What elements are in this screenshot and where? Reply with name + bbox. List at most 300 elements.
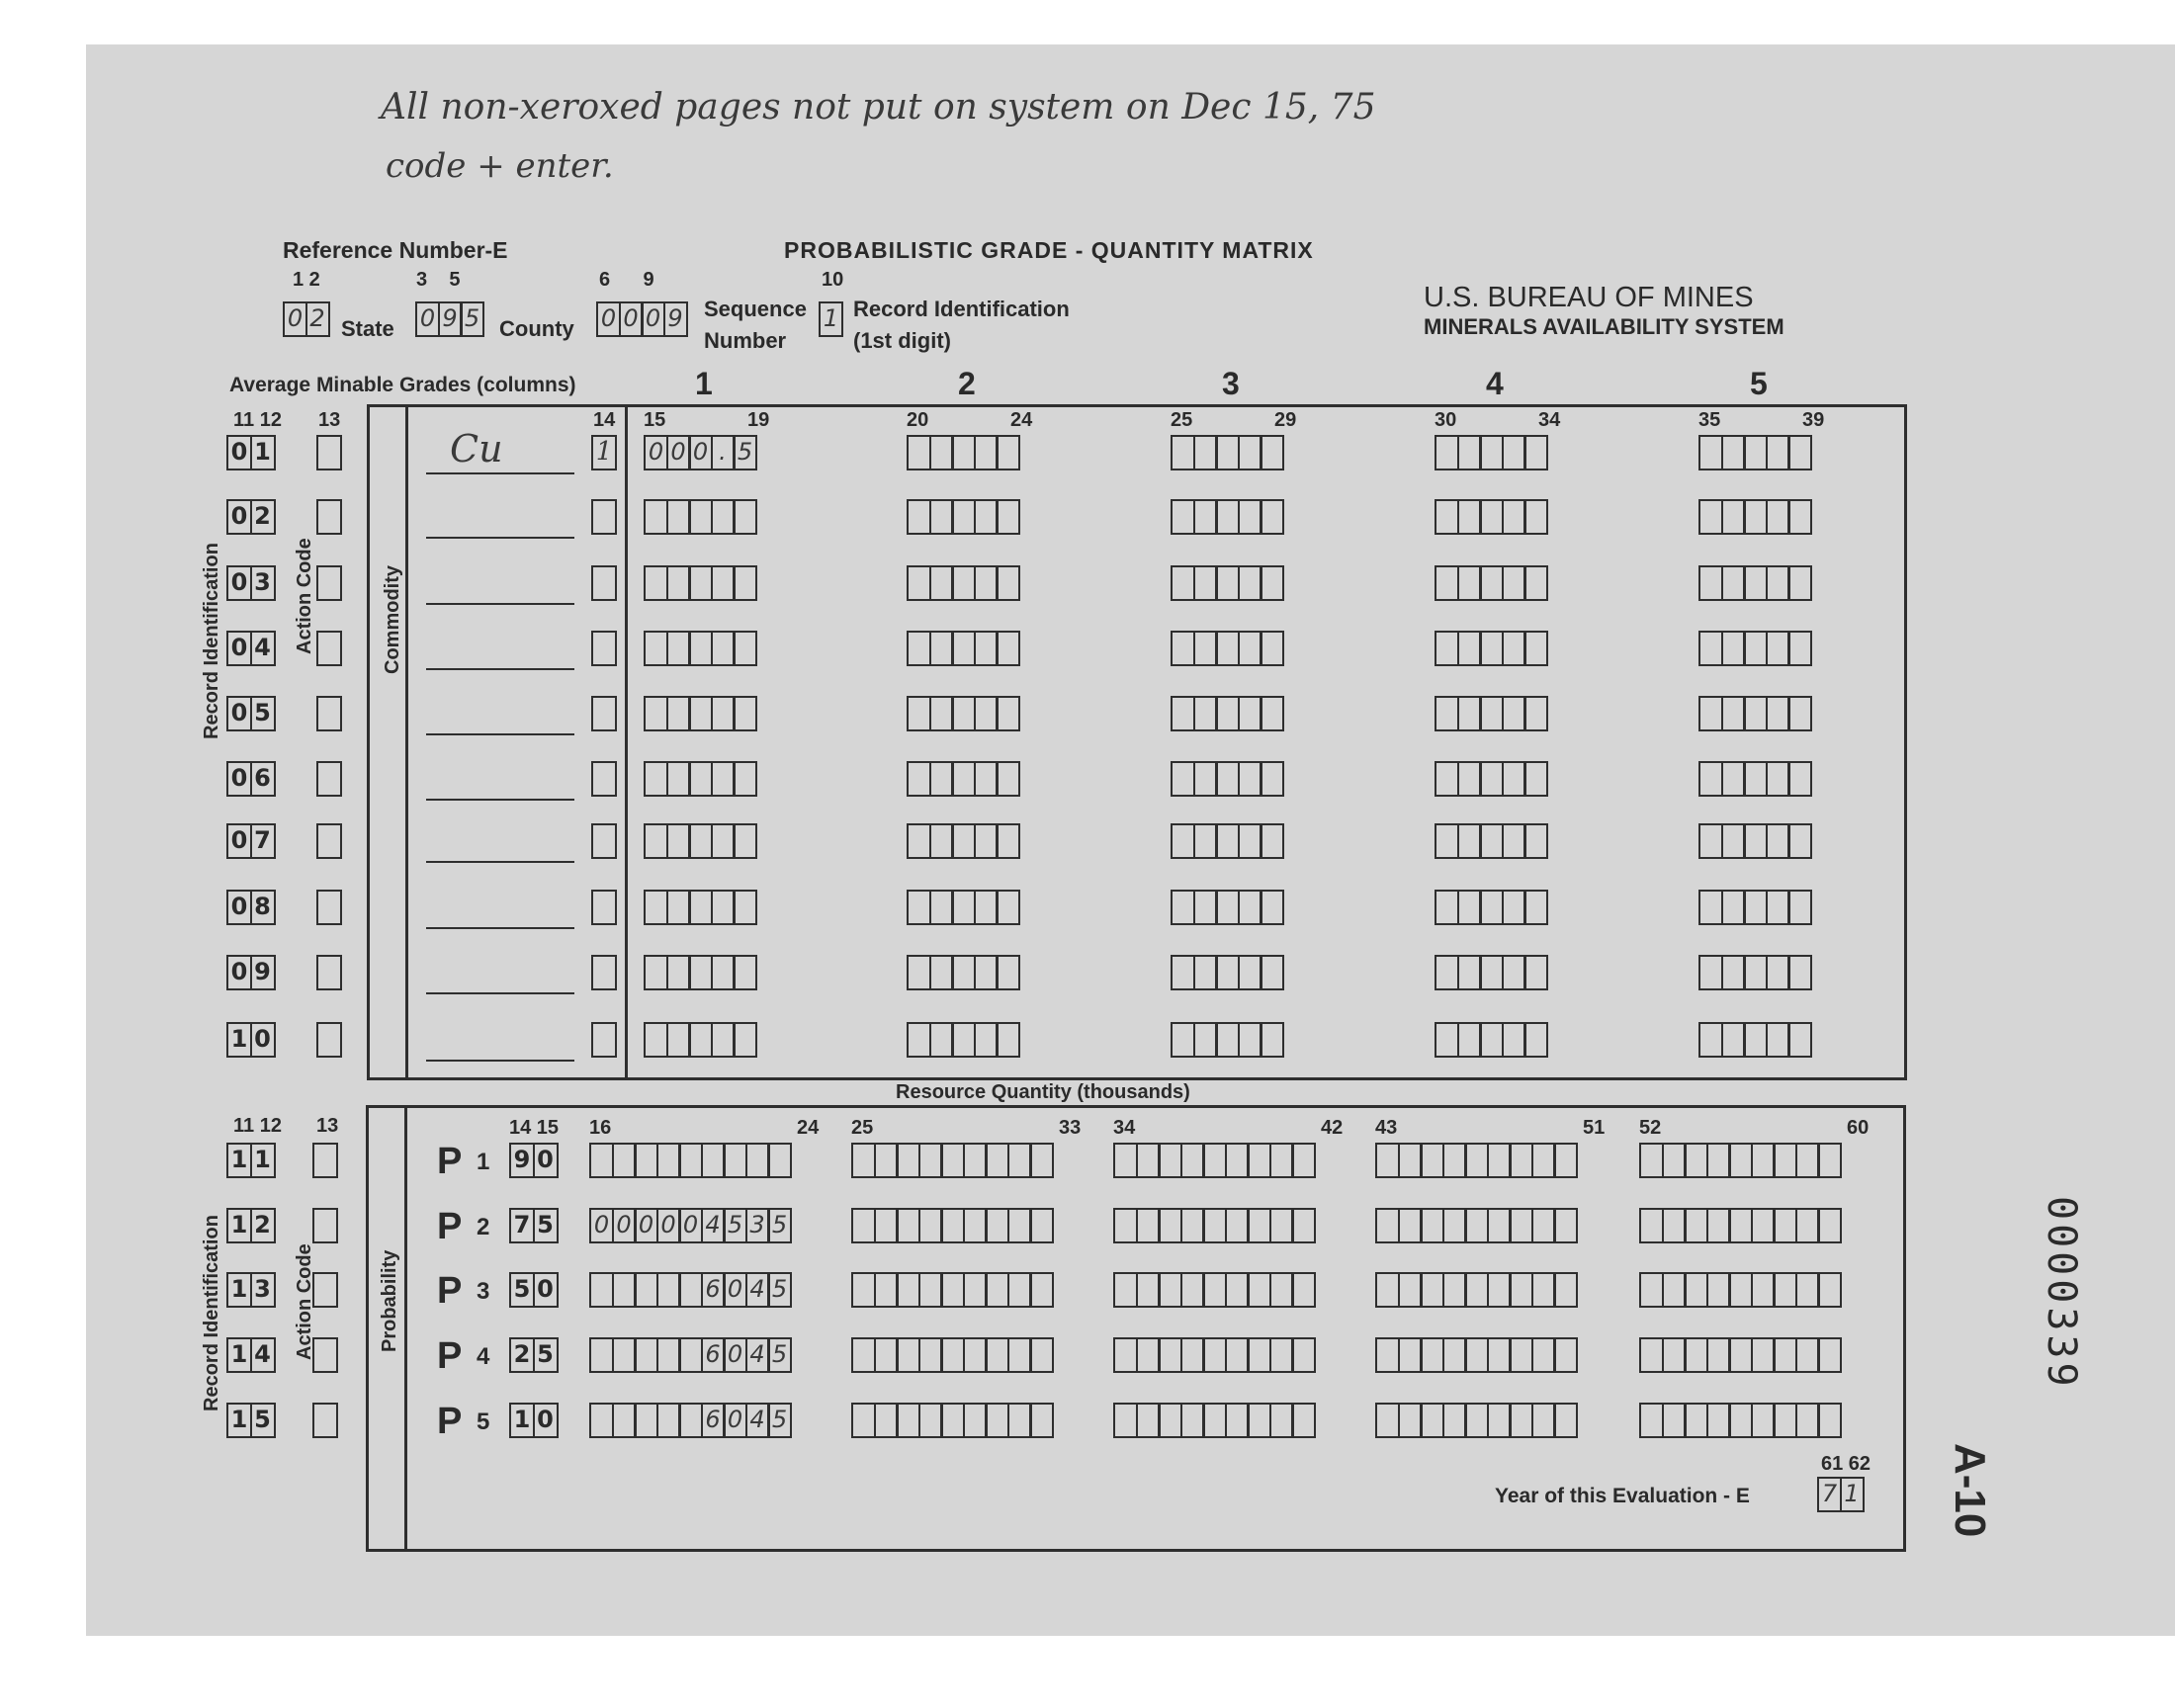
grade-cells-group-3[interactable] (1171, 435, 1284, 470)
grade-cells-group-3[interactable] (1171, 823, 1284, 859)
grade-cell[interactable] (1721, 823, 1746, 859)
action-code-box[interactable] (316, 696, 342, 731)
grade-cell[interactable] (907, 631, 931, 666)
quantity-cell[interactable]: 5 (767, 1403, 792, 1438)
quantity-cell[interactable] (1509, 1272, 1533, 1308)
grade-cell[interactable] (1215, 565, 1240, 601)
quantity-cell[interactable]: 4 (745, 1403, 770, 1438)
quantity-cell[interactable] (896, 1208, 920, 1243)
grade-cell[interactable] (1193, 823, 1218, 859)
quantity-cell[interactable] (1420, 1337, 1444, 1373)
grade-cell[interactable] (1698, 565, 1723, 601)
quantity-cell[interactable] (896, 1143, 920, 1178)
grade-cell[interactable] (1238, 890, 1262, 925)
quantity-cell[interactable] (1291, 1208, 1316, 1243)
quantity-cell[interactable] (1795, 1143, 1820, 1178)
quantity-cell[interactable] (940, 1337, 965, 1373)
grade-cells-group-2[interactable] (907, 565, 1020, 601)
quantity-cell[interactable] (1180, 1208, 1205, 1243)
grade-cell[interactable] (711, 890, 736, 925)
quantity-cell[interactable] (701, 1143, 726, 1178)
quantity-cells-group-2[interactable] (851, 1272, 1054, 1308)
grade-cell[interactable] (1457, 890, 1482, 925)
quantity-cell[interactable] (918, 1337, 943, 1373)
quantity-cell[interactable] (1291, 1272, 1316, 1308)
grade-cells-group-3[interactable] (1171, 761, 1284, 797)
grade-cell[interactable] (644, 823, 668, 859)
quantity-cell[interactable] (1029, 1272, 1054, 1308)
grade-cell[interactable] (929, 499, 954, 535)
quantity-cell[interactable] (1375, 1143, 1400, 1178)
quantity-cell[interactable] (1531, 1143, 1556, 1178)
grade-cell[interactable] (1435, 499, 1459, 535)
quantity-cell[interactable] (1442, 1143, 1467, 1178)
grade-cell[interactable] (1435, 565, 1459, 601)
grade-cell[interactable] (666, 890, 691, 925)
quantity-cell[interactable] (745, 1143, 770, 1178)
grade-cell[interactable] (1698, 631, 1723, 666)
quantity-cell[interactable] (985, 1272, 1009, 1308)
grade-cell[interactable] (733, 823, 757, 859)
quantity-cell[interactable] (656, 1143, 681, 1178)
grade-cell[interactable] (688, 761, 713, 797)
grade-cell[interactable] (929, 696, 954, 731)
grade-cells-group-1[interactable] (644, 435, 757, 470)
quantity-cell[interactable] (874, 1272, 899, 1308)
quantity-cell[interactable] (1225, 1208, 1250, 1243)
quantity-cells-group-1[interactable] (589, 1208, 792, 1243)
quantity-cell[interactable] (1225, 1337, 1250, 1373)
grade-cells-group-2[interactable] (907, 696, 1020, 731)
quantity-cell[interactable] (1136, 1208, 1161, 1243)
sequence-digit[interactable]: 9 (663, 301, 688, 337)
quantity-cell[interactable] (963, 1143, 988, 1178)
quantity-cell[interactable] (1706, 1208, 1731, 1243)
quantity-cell[interactable] (1136, 1403, 1161, 1438)
grade-cell[interactable] (644, 565, 668, 601)
quantity-cell[interactable] (1180, 1272, 1205, 1308)
grade-cell[interactable] (1698, 890, 1723, 925)
quantity-cell[interactable] (1420, 1208, 1444, 1243)
quantity-cell[interactable] (1662, 1143, 1687, 1178)
quantity-cell[interactable] (1509, 1403, 1533, 1438)
quantity-cell[interactable] (918, 1272, 943, 1308)
quantity-cell[interactable] (1817, 1403, 1842, 1438)
grade-cell[interactable] (1523, 761, 1548, 797)
grade-cells-group-2[interactable] (907, 499, 1020, 535)
grade-cells-group-2[interactable] (907, 631, 1020, 666)
quantity-cell[interactable] (723, 1143, 747, 1178)
quantity-cell[interactable] (1487, 1337, 1512, 1373)
grade-cells-group-4[interactable] (1435, 823, 1548, 859)
quantity-cell[interactable] (1728, 1272, 1753, 1308)
grade-cell[interactable] (688, 565, 713, 601)
quantity-cell[interactable] (1817, 1272, 1842, 1308)
grade-cell[interactable] (929, 1022, 954, 1058)
grade-cell[interactable] (996, 761, 1020, 797)
quantity-cell[interactable] (851, 1208, 876, 1243)
quantity-cell[interactable] (1202, 1208, 1227, 1243)
grade-cell[interactable] (974, 761, 999, 797)
grade-cell[interactable] (1260, 435, 1284, 470)
quantity-cell[interactable] (612, 1143, 637, 1178)
grade-cells-group-4[interactable] (1435, 696, 1548, 731)
quantity-cell[interactable] (963, 1208, 988, 1243)
grade-cell[interactable] (1743, 435, 1768, 470)
grade-cells-group-1[interactable] (644, 955, 757, 990)
quantity-cell[interactable] (874, 1337, 899, 1373)
grade-cells-group-3[interactable] (1171, 499, 1284, 535)
grade-cells-group-5[interactable] (1698, 823, 1812, 859)
grade-cell[interactable] (1721, 955, 1746, 990)
grade-cell[interactable] (711, 499, 736, 535)
quantity-cell[interactable] (1398, 1272, 1423, 1308)
grade-cells-group-1[interactable] (644, 890, 757, 925)
grade-cell[interactable] (1238, 955, 1262, 990)
quantity-cell[interactable] (1706, 1403, 1731, 1438)
grade-cell[interactable] (951, 631, 976, 666)
quantity-cell[interactable] (1247, 1337, 1271, 1373)
grade-cell[interactable] (1502, 499, 1526, 535)
quantity-cell[interactable] (1553, 1143, 1578, 1178)
year-of-evaluation-cells[interactable] (1817, 1477, 1865, 1512)
year-digit[interactable]: 7 (1817, 1477, 1842, 1512)
quantity-cell[interactable] (1420, 1143, 1444, 1178)
commodity-line[interactable] (426, 799, 574, 801)
sequence-digit[interactable]: 0 (619, 301, 644, 337)
quantity-cells-group-3[interactable] (1113, 1337, 1316, 1373)
quantity-cell[interactable] (1158, 1143, 1182, 1178)
grade-cell[interactable] (1787, 1022, 1812, 1058)
grade-cell[interactable] (1523, 823, 1548, 859)
quantity-cell[interactable] (1531, 1403, 1556, 1438)
quantity-cell[interactable] (1180, 1337, 1205, 1373)
grade-cell[interactable] (644, 631, 668, 666)
grade-cells-group-3[interactable] (1171, 631, 1284, 666)
grade-cell[interactable] (666, 499, 691, 535)
quantity-cell[interactable] (1553, 1337, 1578, 1373)
grade-cell[interactable] (929, 761, 954, 797)
quantity-cell[interactable] (1751, 1403, 1776, 1438)
quantity-cell[interactable] (612, 1337, 637, 1373)
action-code-box[interactable] (316, 565, 342, 601)
quantity-cells-group-4[interactable] (1375, 1143, 1578, 1178)
quantity-cells-group-3[interactable] (1113, 1143, 1316, 1178)
grade-cell[interactable] (733, 1022, 757, 1058)
grade-cell[interactable] (1238, 1022, 1262, 1058)
action-code-box[interactable] (312, 1143, 338, 1178)
quantity-cell[interactable] (1464, 1337, 1489, 1373)
grade-cell[interactable] (1260, 1022, 1284, 1058)
grade-cell[interactable] (733, 955, 757, 990)
quantity-cells-group-5[interactable] (1639, 1208, 1842, 1243)
quantity-cell[interactable] (1136, 1272, 1161, 1308)
quantity-cell[interactable] (678, 1403, 703, 1438)
quantity-cell[interactable] (1662, 1337, 1687, 1373)
grade-cells-group-3[interactable] (1171, 565, 1284, 601)
quantity-cell[interactable] (918, 1208, 943, 1243)
quantity-cell[interactable]: 5 (767, 1272, 792, 1308)
commodity-line[interactable] (426, 1060, 574, 1062)
grade-cell[interactable] (1502, 435, 1526, 470)
quantity-cell[interactable] (985, 1143, 1009, 1178)
quantity-cell[interactable] (1225, 1403, 1250, 1438)
quantity-cell[interactable] (1751, 1272, 1776, 1308)
quantity-cell[interactable] (874, 1143, 899, 1178)
quantity-cell[interactable] (1269, 1208, 1294, 1243)
grade-cell[interactable] (1502, 1022, 1526, 1058)
grade-cell[interactable] (1238, 631, 1262, 666)
quantity-cell[interactable]: 0 (612, 1208, 637, 1243)
quantity-cell[interactable] (896, 1337, 920, 1373)
quantity-cell[interactable] (1795, 1272, 1820, 1308)
quantity-cell[interactable] (1113, 1337, 1138, 1373)
grade-cell[interactable] (688, 631, 713, 666)
quantity-cell[interactable]: 0 (656, 1208, 681, 1243)
grade-cell[interactable] (1787, 565, 1812, 601)
grade-cell[interactable] (666, 761, 691, 797)
grade-cells-group-1[interactable] (644, 1022, 757, 1058)
grade-cell[interactable] (1260, 631, 1284, 666)
commodity-line[interactable] (426, 992, 574, 994)
quantity-cell[interactable] (589, 1272, 614, 1308)
quantity-cell[interactable] (1202, 1272, 1227, 1308)
grade-cell[interactable] (1260, 696, 1284, 731)
grade-cell[interactable] (1502, 761, 1526, 797)
quantity-cell[interactable] (1202, 1143, 1227, 1178)
grade-cell[interactable] (996, 823, 1020, 859)
quantity-cell[interactable] (1662, 1272, 1687, 1308)
grade-cell[interactable] (1171, 499, 1195, 535)
grade-cell[interactable] (1479, 955, 1504, 990)
grade-cell[interactable] (733, 565, 757, 601)
quantity-cell[interactable]: 0 (723, 1337, 747, 1373)
commodity-line[interactable] (426, 537, 574, 539)
grade-cell[interactable] (974, 1022, 999, 1058)
grade-cell[interactable] (1721, 435, 1746, 470)
quantity-cell[interactable] (1728, 1208, 1753, 1243)
quantity-cell[interactable]: 0 (723, 1272, 747, 1308)
quantity-cells-group-2[interactable] (851, 1208, 1054, 1243)
grade-cell[interactable] (1502, 631, 1526, 666)
grade-cell[interactable] (1457, 631, 1482, 666)
grade-cells-group-4[interactable] (1435, 499, 1548, 535)
quantity-cell[interactable]: 0 (723, 1403, 747, 1438)
quantity-cell[interactable] (1639, 1208, 1664, 1243)
col-14-box[interactable] (591, 631, 617, 666)
quantity-cell[interactable] (1684, 1272, 1708, 1308)
grade-cell[interactable] (733, 696, 757, 731)
grade-cell[interactable] (1523, 499, 1548, 535)
quantity-cell[interactable] (1553, 1403, 1578, 1438)
quantity-cell[interactable] (1553, 1272, 1578, 1308)
grade-cell[interactable] (1479, 696, 1504, 731)
quantity-cells-group-1[interactable] (589, 1143, 792, 1178)
grade-cell[interactable] (644, 1022, 668, 1058)
quantity-cell[interactable] (1706, 1272, 1731, 1308)
grade-cell[interactable] (1479, 631, 1504, 666)
grade-cell[interactable] (1479, 499, 1504, 535)
quantity-cell[interactable] (1269, 1403, 1294, 1438)
grade-cell[interactable] (1698, 823, 1723, 859)
grade-cell[interactable] (688, 499, 713, 535)
grade-cells-group-4[interactable] (1435, 955, 1548, 990)
quantity-cell[interactable] (874, 1208, 899, 1243)
grade-cell[interactable] (907, 696, 931, 731)
quantity-cell[interactable] (940, 1272, 965, 1308)
quantity-cell[interactable] (1398, 1403, 1423, 1438)
quantity-cell[interactable] (1487, 1143, 1512, 1178)
grade-cell[interactable] (1238, 761, 1262, 797)
grade-cell[interactable] (1502, 696, 1526, 731)
quantity-cell[interactable] (874, 1403, 899, 1438)
grade-cell[interactable] (1238, 435, 1262, 470)
grade-cell[interactable] (733, 499, 757, 535)
quantity-cell[interactable] (851, 1143, 876, 1178)
sequence-number-cells[interactable] (596, 301, 688, 337)
grade-cell[interactable] (1435, 631, 1459, 666)
grade-cell[interactable] (1479, 761, 1504, 797)
grade-cell[interactable] (1457, 696, 1482, 731)
quantity-cell[interactable] (589, 1337, 614, 1373)
grade-cell[interactable] (688, 890, 713, 925)
quantity-cell[interactable] (1639, 1143, 1664, 1178)
grade-cell[interactable] (1766, 696, 1790, 731)
quantity-cell[interactable] (963, 1272, 988, 1308)
grade-cells-group-2[interactable] (907, 435, 1020, 470)
quantity-cell[interactable] (1531, 1272, 1556, 1308)
quantity-cell[interactable] (1639, 1272, 1664, 1308)
grade-cell[interactable] (929, 631, 954, 666)
quantity-cell[interactable] (1795, 1337, 1820, 1373)
grade-cell[interactable] (711, 1022, 736, 1058)
quantity-cell[interactable] (1751, 1337, 1776, 1373)
quantity-cell[interactable] (1751, 1143, 1776, 1178)
grade-cell[interactable] (644, 890, 668, 925)
grade-cell[interactable] (1260, 499, 1284, 535)
grade-cell[interactable] (1698, 499, 1723, 535)
grade-cell[interactable] (1260, 761, 1284, 797)
grade-cell[interactable] (1787, 890, 1812, 925)
quantity-cell[interactable] (896, 1272, 920, 1308)
sequence-digit[interactable]: 0 (596, 301, 621, 337)
grade-cells-group-1[interactable] (644, 631, 757, 666)
grade-cell[interactable] (1435, 696, 1459, 731)
grade-cell[interactable] (1215, 890, 1240, 925)
quantity-cell[interactable] (1662, 1208, 1687, 1243)
year-digit[interactable]: 1 (1840, 1477, 1865, 1512)
grade-cell[interactable] (1523, 696, 1548, 731)
quantity-cell[interactable] (1487, 1403, 1512, 1438)
grade-cell[interactable] (1457, 499, 1482, 535)
grade-cell[interactable] (1457, 955, 1482, 990)
grade-cell[interactable] (1238, 565, 1262, 601)
grade-cell[interactable] (907, 761, 931, 797)
grade-cell[interactable] (711, 823, 736, 859)
grade-cell[interactable] (996, 499, 1020, 535)
grade-cell[interactable] (974, 890, 999, 925)
quantity-cell[interactable] (1509, 1337, 1533, 1373)
quantity-cell[interactable]: 5 (767, 1208, 792, 1243)
quantity-cell[interactable] (1773, 1337, 1797, 1373)
quantity-cell[interactable] (1007, 1337, 1032, 1373)
grade-cell[interactable] (1502, 955, 1526, 990)
col-14-box[interactable] (591, 696, 617, 731)
quantity-cell[interactable] (1113, 1143, 1138, 1178)
grade-cell[interactable] (1502, 823, 1526, 859)
col-14-box[interactable] (591, 761, 617, 797)
quantity-cell[interactable] (1158, 1337, 1182, 1373)
grade-cells-group-1[interactable] (644, 565, 757, 601)
grade-cell[interactable] (1743, 499, 1768, 535)
grade-cell[interactable] (1721, 499, 1746, 535)
commodity-line[interactable] (426, 733, 574, 735)
quantity-cell[interactable] (940, 1403, 965, 1438)
grade-cell[interactable] (1766, 1022, 1790, 1058)
grade-cell[interactable] (907, 1022, 931, 1058)
quantity-cells-group-1[interactable] (589, 1272, 792, 1308)
quantity-cell[interactable] (656, 1337, 681, 1373)
grade-cell[interactable] (644, 696, 668, 731)
quantity-cell[interactable] (1029, 1208, 1054, 1243)
grade-cell[interactable] (1698, 1022, 1723, 1058)
grade-cell[interactable]: 5 (733, 435, 757, 470)
quantity-cell[interactable] (963, 1337, 988, 1373)
grade-cell[interactable] (1743, 696, 1768, 731)
quantity-cell[interactable] (656, 1403, 681, 1438)
quantity-cell[interactable] (1728, 1337, 1753, 1373)
grade-cell[interactable] (1523, 890, 1548, 925)
grade-cell[interactable] (1787, 499, 1812, 535)
grade-cell[interactable] (1479, 1022, 1504, 1058)
state-code-cells[interactable] (283, 301, 330, 337)
quantity-cell[interactable] (940, 1208, 965, 1243)
grade-cells-group-3[interactable] (1171, 890, 1284, 925)
commodity-line[interactable] (426, 927, 574, 929)
grade-cell[interactable]: 0 (688, 435, 713, 470)
grade-cell[interactable] (1171, 565, 1195, 601)
quantity-cell[interactable] (1269, 1272, 1294, 1308)
grade-cell[interactable] (1523, 1022, 1548, 1058)
quantity-cells-group-4[interactable] (1375, 1403, 1578, 1438)
grade-cell[interactable] (733, 761, 757, 797)
quantity-cell[interactable] (1136, 1337, 1161, 1373)
grade-cell[interactable] (1743, 761, 1768, 797)
col-14-box[interactable] (591, 1022, 617, 1058)
quantity-cell[interactable] (767, 1143, 792, 1178)
action-code-box[interactable] (316, 761, 342, 797)
quantity-cell[interactable] (1487, 1272, 1512, 1308)
quantity-cell[interactable] (1029, 1143, 1054, 1178)
grade-cell[interactable] (666, 1022, 691, 1058)
quantity-cells-group-3[interactable] (1113, 1208, 1316, 1243)
grade-cell[interactable] (1766, 499, 1790, 535)
grade-cell[interactable] (666, 955, 691, 990)
grade-cell[interactable] (1215, 955, 1240, 990)
quantity-cell[interactable] (1420, 1403, 1444, 1438)
quantity-cell[interactable] (1180, 1403, 1205, 1438)
quantity-cell[interactable] (1375, 1272, 1400, 1308)
grade-cell[interactable] (951, 823, 976, 859)
grade-cell[interactable] (907, 823, 931, 859)
quantity-cell[interactable] (1113, 1208, 1138, 1243)
quantity-cell[interactable] (1291, 1143, 1316, 1178)
quantity-cell[interactable] (1007, 1272, 1032, 1308)
grade-cell[interactable] (1215, 823, 1240, 859)
grade-cell[interactable] (1743, 890, 1768, 925)
quantity-cell[interactable] (1817, 1337, 1842, 1373)
quantity-cells-group-3[interactable] (1113, 1403, 1316, 1438)
